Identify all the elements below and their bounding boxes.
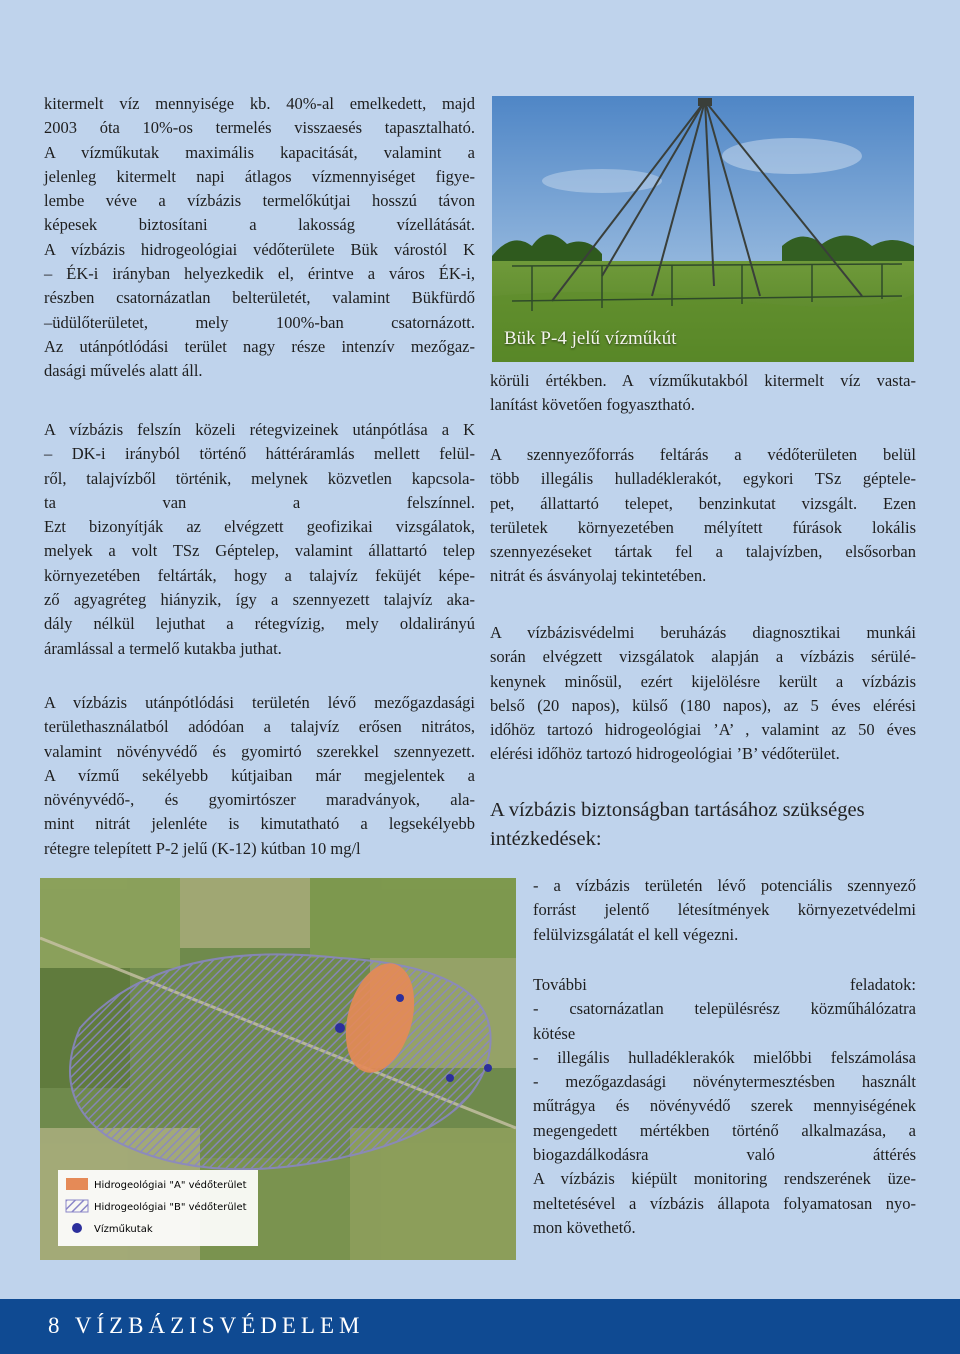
further-tasks-list [533, 973, 916, 1240]
text-line: kötése [533, 1023, 576, 1043]
text-line: ző agyagréteg hiányzik, így a szennyezett talajvíz aka- [44, 590, 475, 610]
text-line: belső (20 napos), külső (180 napos), az 5 éves elérési [490, 695, 916, 715]
text-line: részben csatornázatlan belterületét, valamint Bükfürdő [44, 288, 475, 308]
text-line: felülvizsgálatát el kell végezni. [533, 924, 739, 944]
text-line: elérési időhöz tartozó hidrogeológiai ’B’ védőterület. [490, 744, 840, 764]
text-line: dasági művelés alatt áll. [44, 361, 203, 381]
left-paragraph-intro [44, 92, 475, 384]
text-line: környezetében feltárták, hogy a talajvíz feküjét képe- [44, 565, 475, 585]
text-line: területek környezetében mélyített fúrások lokális [490, 517, 916, 537]
text-line: A vízműkutak maximális kapacitását, valamint a [44, 142, 475, 162]
legend-wells: Vízműkutak [94, 1224, 153, 1235]
text-line: műtrágya és növényvédő szerek mennyiségének [533, 1096, 916, 1116]
text-line: meltetésével a vízbázis állapota folyamatosan nyo- [533, 1193, 916, 1213]
text-line: biogazdálkodásra való áttérés [533, 1145, 916, 1165]
text-line: jelenleg kitermelt napi átlagos vízmennyiséget figye- [44, 166, 475, 186]
text-line: A vízbázis kiépült monitoring rendszerének üze- [533, 1169, 916, 1189]
text-line: időhöz tartozó hidrogeológiai ’A’ , valamint az 50 éves [490, 720, 916, 740]
left-paragraph-recharge [44, 418, 475, 661]
text-line: kenynek minősül, ezért kijelölésre került a vízbázis [490, 671, 916, 691]
text-line: területhasználatból adódóan a talajvíz erősen nitrátos, [44, 717, 475, 737]
text-line: megengedett mértékben történő alkalmazása, a [533, 1120, 916, 1140]
text-line: – DK-i irányból történő háttéráramlás mellett felül- [44, 444, 475, 464]
text-line: valamint növényvédő és gyomirtó szerekkel szennyezett. [44, 741, 475, 761]
text-line: Az utánpótlódási terület nagy része intenzív mezőgaz- [44, 336, 475, 356]
text-line: pet, állattartó telepet, benzinkutat vizsgált. Ezen [490, 493, 916, 513]
text-line: képesek biztosítani a lakosság vízellátását. [44, 215, 475, 235]
text-line: A vízbázisvédelmi beruházás diagnosztikai munkái [490, 623, 916, 642]
text-line: melyek a volt TSz Géptelep, valamint állattartó telep [44, 541, 475, 561]
text-line: lembe véve a vízbázis termelőkútjai hosszú távon [44, 191, 475, 211]
text-line: - a vízbázis területén lévő potenciális szennyező [533, 876, 916, 895]
text-line: A vízmű sekélyebb kútjaiban már megjelentek a [44, 765, 475, 785]
measures-list [533, 874, 916, 947]
right-paragraph-protection-zones [490, 621, 916, 767]
footer-title: 8 VÍZBÁZISVÉDELEM [48, 1313, 365, 1338]
right-paragraph-pollution-sources [490, 443, 916, 589]
text-line: ta van a felszínnel. [44, 492, 475, 512]
text-line: nitrát és ásványolaj tekintetében. [490, 566, 707, 586]
text-line: szennyezéseket tártak fel a talajvízben, elsősorban [490, 542, 916, 562]
map-legend [58, 1170, 258, 1246]
text-line: A vízbázis hidrogeológiai védőterülete Bük várostól K [44, 239, 475, 259]
text-line: rétegre telepített P-2 jelű (K-12) kútban 10 mg/l [44, 838, 361, 858]
text-line: során elvégzett vizsgálatok alapján a vízbázis sérülé- [490, 647, 916, 667]
text-line: További feladatok: [533, 975, 916, 994]
text-line: A szennyezőforrás feltárás a védőterületen belül [490, 445, 916, 464]
text-line: áramlással a termelő kutakba juthat. [44, 638, 282, 658]
text-line: - illegális hulladéklerakók mielőbbi felszámolása [533, 1047, 916, 1067]
text-line: növényvédő-, és gyomirtószer maradványok, ala- [44, 790, 475, 810]
right-paragraph-treatment [490, 369, 916, 418]
text-line: mon követhető. [533, 1217, 636, 1237]
text-line: ről, talajvízből történik, melynek közvetlen kapcsola- [44, 468, 475, 488]
measures-heading [490, 796, 865, 854]
text-line: lanítást követően fogyasztható. [490, 395, 695, 415]
well-photo [492, 96, 914, 362]
text-line: körüli értékben. A vízműkutakból kitermelt víz vasta- [490, 371, 916, 390]
protection-zone-map [40, 878, 516, 1260]
text-line: Ezt bizonyítják az elvégzett geofizikai vizsgálatok, [44, 517, 475, 537]
text-line: - mezőgazdasági növénytermesztésben használt [533, 1072, 916, 1092]
legend-zone-a: Hidrogeológiai "A" védőterület [94, 1180, 247, 1191]
text-line: mint nitrát jelenléte is kimutatható a legsekélyebb [44, 814, 475, 834]
footer-bar [0, 1299, 960, 1354]
legend-zone-b: Hidrogeológiai "B" védőterület [94, 1202, 247, 1213]
text-line: kitermelt víz mennyisége kb. 40%-al emelkedett, majd [44, 94, 475, 113]
text-line: – ÉK-i irányban helyezkedik el, érintve a város ÉK-i, [44, 264, 475, 284]
text-line: forrást jelentő létesítmények környezetvédelmi [533, 900, 916, 920]
measures-heading-line: intézkedések: [490, 828, 602, 850]
well-photo-illustration [492, 96, 914, 362]
left-paragraph-nitrate [44, 691, 475, 861]
text-line: –üdülőterületet, mely 100%-ban csatornázott. [44, 312, 475, 332]
text-line: A vízbázis utánpótlódási területén lévő mezőgazdasági [44, 693, 475, 712]
text-line: - csatornázatlan településrész közműhálózatra [533, 999, 916, 1019]
text-line: dály nélkül lejuthat a rétegvízig, mely oldalirányú [44, 614, 475, 634]
text-line: több illegális hulladéklerakót, egykori TSz géptele- [490, 469, 916, 489]
text-line: A vízbázis felszín közeli rétegvizeinek utánpótlása a K [44, 420, 475, 439]
photo-caption: Bük P-4 jelű vízműkút [504, 328, 677, 349]
text-line: 2003 óta 10%-os termelés visszaesés tapasztalható. [44, 118, 475, 138]
aerial-map [40, 878, 516, 1260]
measures-heading-line: A vízbázis biztonságban tartásához szükséges [490, 799, 865, 821]
